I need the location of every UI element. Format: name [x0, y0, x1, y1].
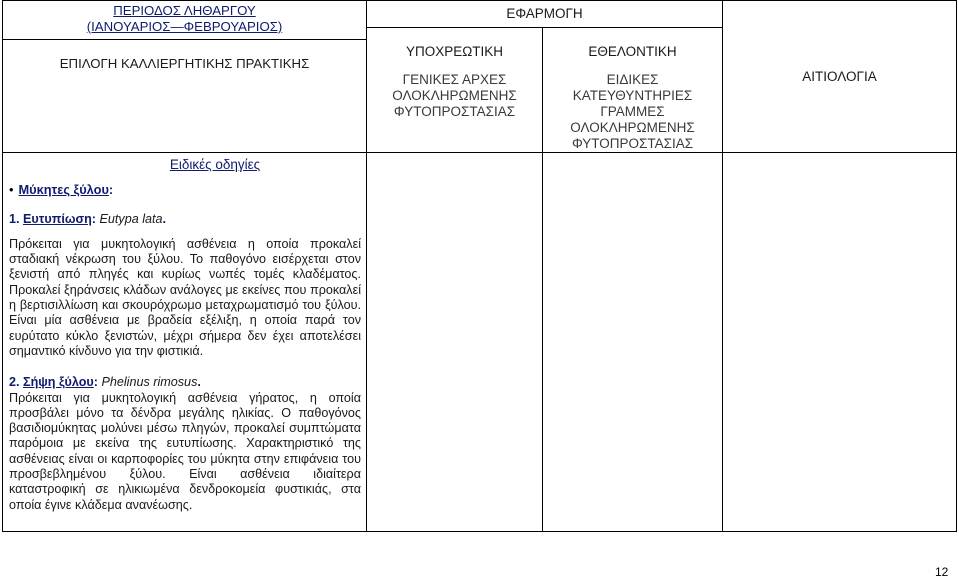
disease2-name: Σήψη ξύλου	[23, 375, 94, 390]
bullet-icon: •	[9, 182, 14, 198]
application-header: ΕΦΑΡΜΟΓΗ	[367, 1, 723, 28]
disease2-description: Πρόκειται για μυκητολογική ασθένεια γήρατος, η οποία προσβάλει μόνο τα δένδρα μεγάλης ηλικίας. Ο παθογόνος βασιδιομύκητας μολύνει μέσω πληγών, προκαλεί συμπτώματα παρόμοια με εκείνα της ευτυπίωσης. Χαρακτηριστικό της ασθένειας είναι οι καρποφορίες του μύκητα στην επιφάνεια του προσβεβλημένου ξύλου. Είναι ασθένεια ιδιαίτερα καταστροφική σε ηλικιωμένα δενδροκομεία φυστικιάς, στα οποία έγινε κλάδεμα ανανέωσης.	[9, 390, 361, 512]
disease2-latin: Phelinus rimosus	[101, 375, 198, 390]
disease2-number: 2.	[9, 375, 20, 390]
voluntary-content-cell	[543, 153, 723, 532]
disease2-period: .	[197, 375, 201, 390]
disease2-heading	[9, 375, 361, 390]
disease1-name: Ευτυπίωση	[23, 211, 92, 226]
page-number: 12	[935, 565, 949, 579]
voluntary-subtitle: ΕΙΔΙΚΕΣ ΚΑΤΕΥΘΥΝΤΗΡΙΕΣ ΓΡΑΜΜΕΣ ΟΛΟΚΛΗΡΩΜΕΝΗΣ ΦΥΤΟΠΡΟΣΤΑΣΙΑΣ	[570, 72, 695, 151]
mandatory-column-header	[367, 28, 543, 153]
disease2-colon: :	[93, 375, 98, 390]
bullet-label: Μύκητες ξύλου	[18, 182, 109, 198]
voluntary-title: ΕΘΕΛΟΝΤΙΚΗ	[588, 44, 677, 59]
disease1-period: .	[162, 211, 167, 226]
mandatory-content-cell	[367, 153, 543, 532]
disease1-latin: Eutypa lata	[99, 211, 163, 226]
mandatory-title: ΥΠΟΧΡΕΩΤΙΚΗ	[405, 44, 504, 59]
disease1-colon: :	[91, 211, 96, 226]
voluntary-column-header	[543, 28, 723, 153]
mandatory-subtitle: ΓΕΝΙΚΕΣ ΑΡΧΕΣ ΟΛΟΚΛΗΡΩΜΕΝΗΣ ΦΥΤΟΠΡΟΣΤΑΣΙΑΣ	[392, 72, 517, 119]
justification-content-cell	[723, 153, 957, 532]
bullet-colon: :	[108, 182, 114, 198]
special-instructions-cell	[3, 153, 367, 532]
choice-header	[3, 40, 367, 153]
disease1-heading	[9, 212, 361, 227]
period-header	[3, 1, 367, 40]
choice-label: ΕΠΙΛΟΓΗ ΚΑΛΛΙΕΡΓΗΤΙΚΗΣ ΠΡΑΚΤΙΚΗΣ	[59, 56, 310, 71]
disease1-description: Πρόκειται για μυκητολογική ασθένεια η οποία προκαλεί σταδιακή νέκρωση του ξύλου. Το παθογόνο εισέρχεται στον ξενιστή από πληγές και κυρίως νωπές τομές κλαδέματος. Προκαλεί ξηράνσεις κλάδων ανάλογες με εκείνες που προκαλεί η βερτισιλλίωση και σκουρόχρωμο μεταχρωματισμό του ξύλου. Είναι μία ασθένεια με βραδεία εξέλιξη, η οποία παρά τον ευρύτατο κύκλο ξενιστών, μέχρι σήμερα δεν έχει αποτελέσει σημαντικό κίνδυνο για την φιστικιά.	[9, 236, 361, 358]
disease1-number: 1.	[9, 211, 20, 226]
bullet-wood-fungi	[9, 182, 361, 197]
justification-header: ΑΙΤΙΟΛΟΓΙΑ	[723, 1, 957, 153]
guidelines-table	[2, 0, 957, 532]
period-line2: (ΙΑΝΟΥΑΡΙΟΣ—ΦΕΒΡΟΥΑΡΙΟΣ)	[86, 19, 283, 34]
period-line1: ΠΕΡΙΟΔΟΣ ΛΗΘΑΡΓΟΥ	[113, 3, 256, 18]
section-title: Ειδικές οδηγίες	[169, 157, 261, 172]
